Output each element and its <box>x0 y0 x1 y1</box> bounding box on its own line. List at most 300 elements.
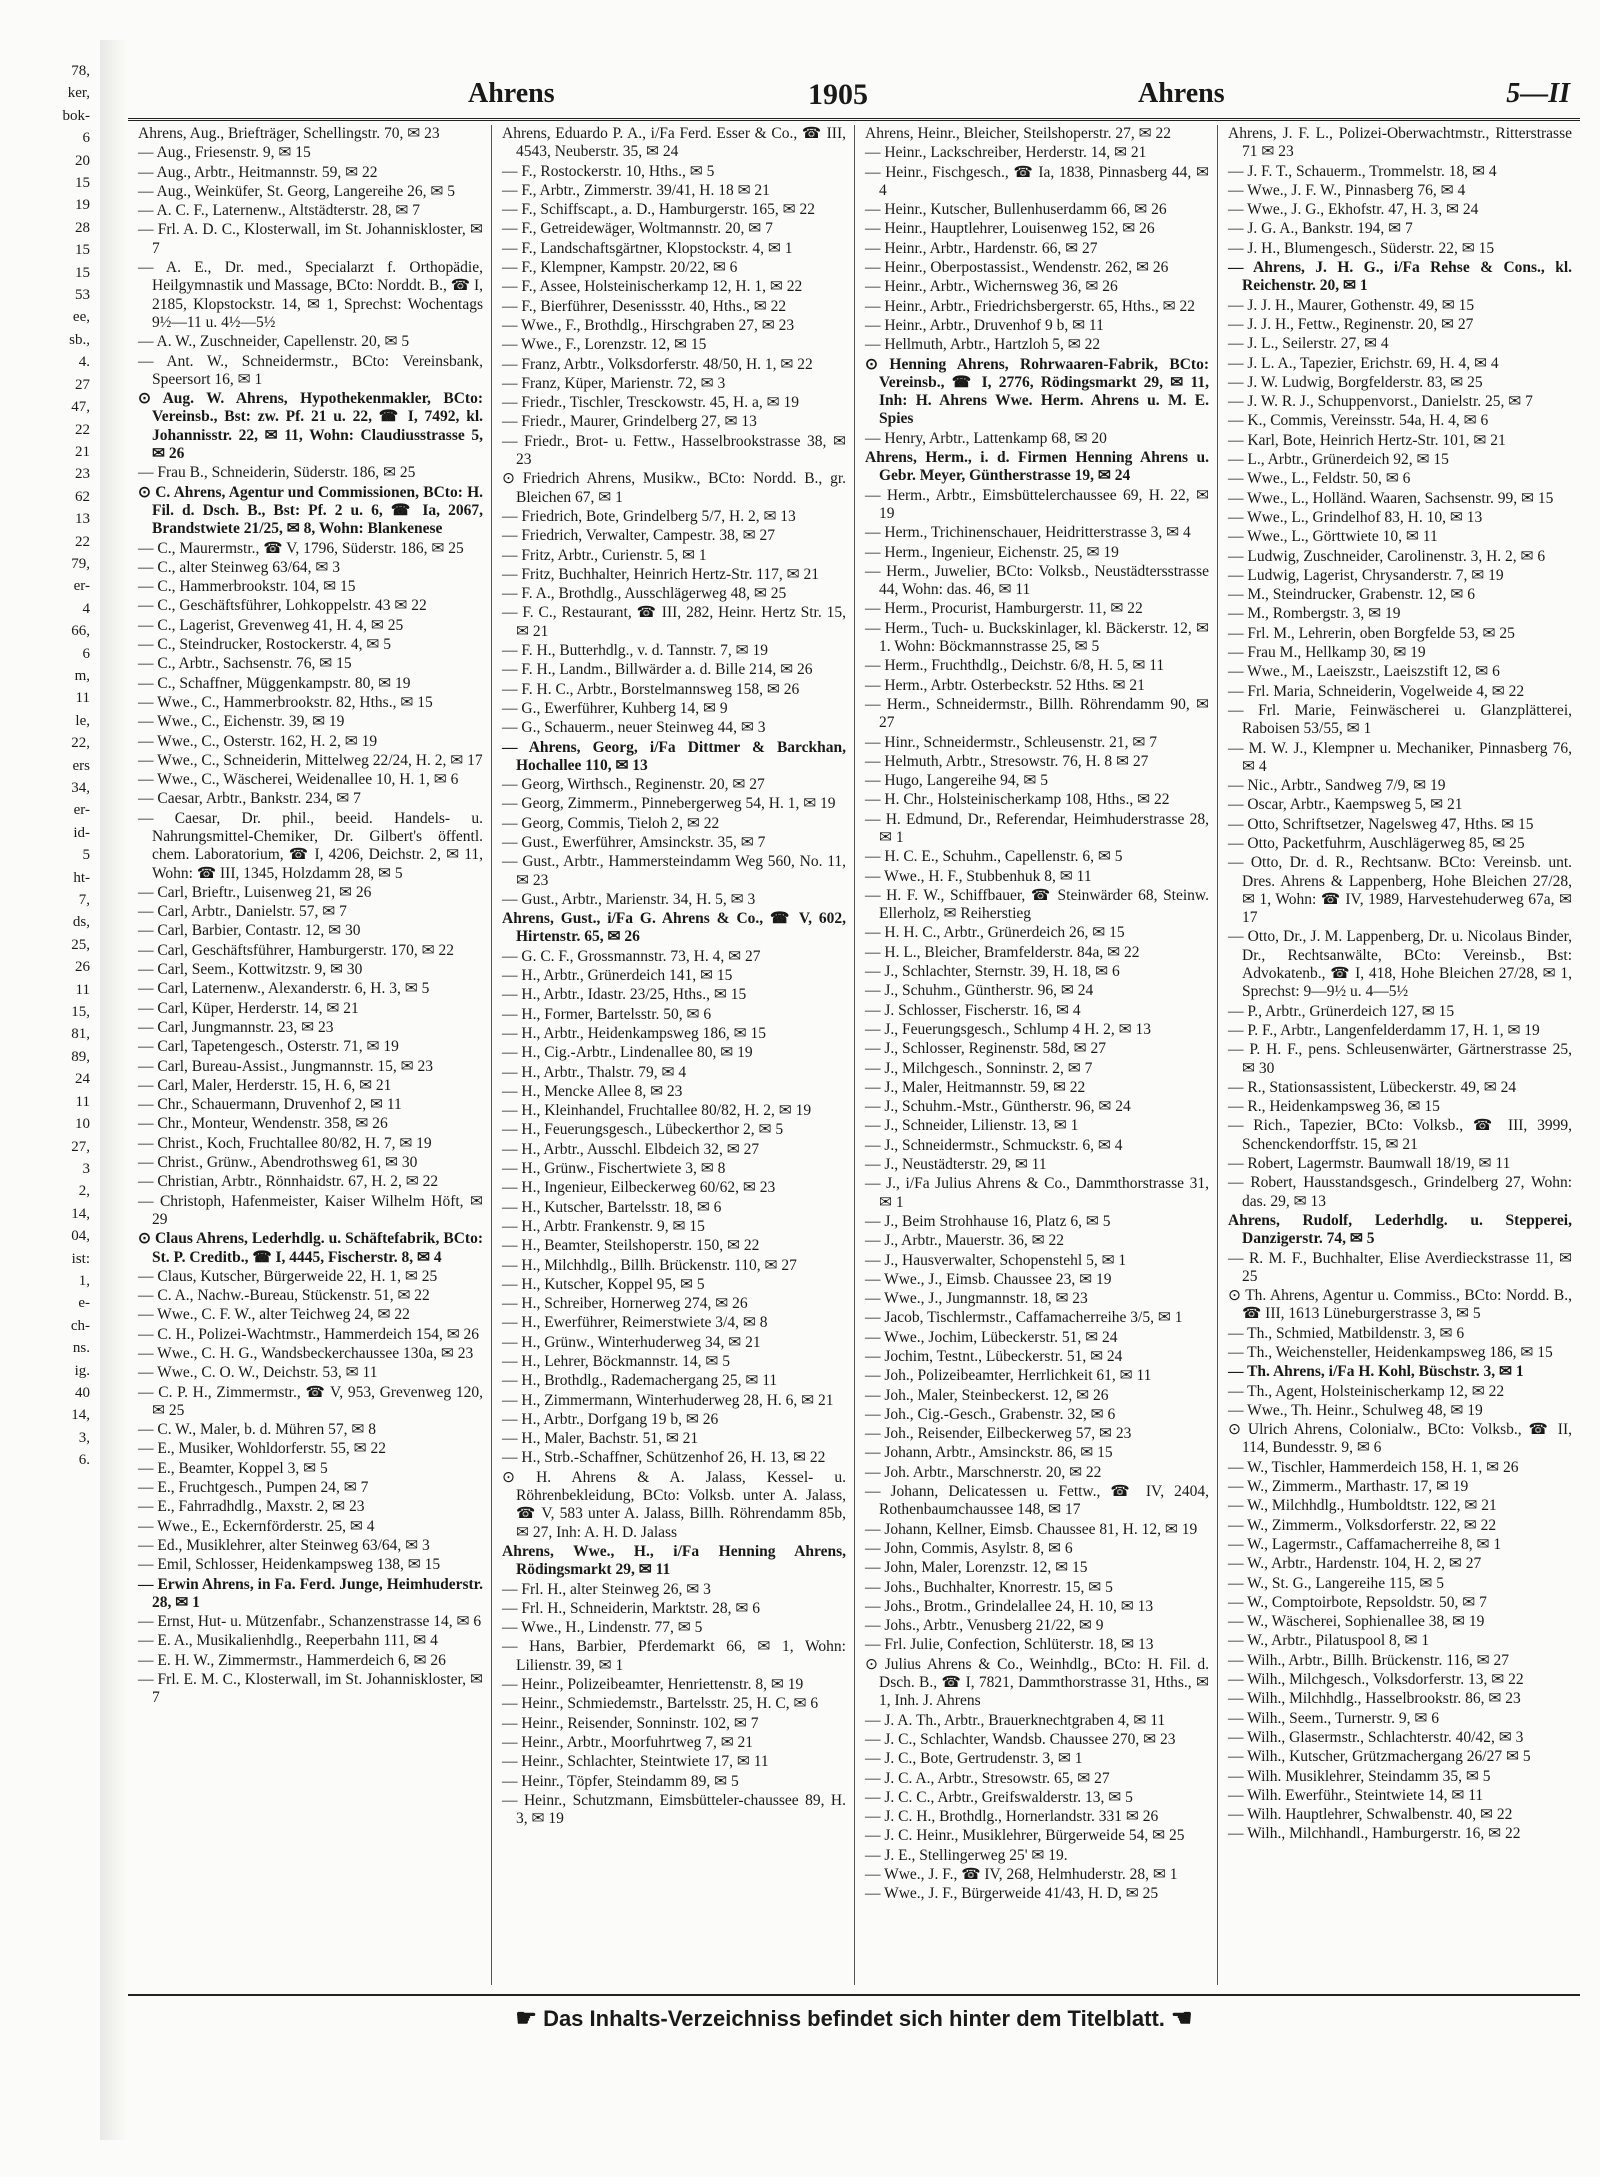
directory-entry: — Frl. E. M. C., Klosterwall, im St. Johanniskloster, ✉ 7 <box>138 1671 483 1707</box>
fragment-line: ht- <box>73 869 90 886</box>
directory-entry: — Herm., Tuch- u. Buckskinlager, kl. Bäckerstr. 12, ✉ 1. Wohn: Böckmannstrasse 25, ✉ 5 <box>865 619 1209 656</box>
directory-entry: — Wwe., L., Grindelhof 83, H. 10, ✉ 13 <box>1228 508 1483 526</box>
directory-entry: — F., Schiffscapt., a. D., Hamburgerstr. 165, ✉ 22 <box>502 201 815 219</box>
directory-entry: — J., Schlachter, Sternstr. 39, H. 18, ✉ 6 <box>865 963 1120 981</box>
directory-entry: — H., Grünw., Fischertwiete 3, ✉ 8 <box>502 1160 726 1178</box>
directory-entry: — Robert, Lagermstr. Baumwall 18/19, ✉ 11 <box>1228 1155 1511 1173</box>
directory-entry: — Wwe., C., Osterstr. 162, H. 2, ✉ 19 <box>138 732 378 750</box>
header-page-number: 5—II <box>1506 78 1570 109</box>
directory-entry: — Hellmuth, Arbtr., Hartzloh 5, ✉ 22 <box>865 336 1101 354</box>
directory-entry: — M., Steindrucker, Grabenstr. 12, ✉ 6 <box>1228 586 1475 604</box>
fragment-line: 34, <box>71 780 90 796</box>
directory-entry: — Wwe., H., Lindenstr. 77, ✉ 5 <box>502 1619 703 1637</box>
directory-entry: — E., Beamter, Koppel 3, ✉ 5 <box>138 1459 328 1477</box>
directory-entry: — Heinr., Oberpostassist., Wendenstr. 262, ✉ 26 <box>865 259 1169 277</box>
fragment-line: ker, <box>67 85 90 102</box>
adjacent-page-fragment <box>0 60 96 2120</box>
directory-entry: — Wwe., F., Lorenzstr. 12, ✉ 15 <box>502 336 707 354</box>
fragment-line: ig. <box>74 1362 90 1379</box>
directory-entry: — Heinr., Polizeibeamter, Henriettenstr. 8, ✉ 19 <box>502 1676 804 1694</box>
directory-entry: — H., Strb.-Schaffner, Schützenhof 26, H. 13, ✉ 22 <box>502 1449 826 1467</box>
directory-entry: — Henry, Arbtr., Lattenkamp 68, ✉ 20 <box>865 429 1107 447</box>
directory-entry: — H., Mencke Allee 8, ✉ 23 <box>502 1082 683 1100</box>
fragment-line: ers <box>72 757 90 774</box>
fragment-line: 81, <box>71 1026 90 1043</box>
directory-entry: — W., Comptoirbote, Repsoldstr. 50, ✉ 7 <box>1228 1593 1487 1611</box>
directory-entry: — Hugo, Langereihe 94, ✉ 5 <box>865 772 1049 790</box>
directory-entry: — H., Maler, Bachstr. 51, ✉ 21 <box>502 1430 699 1448</box>
directory-entry: — Fritz, Arbtr., Curienstr. 5, ✉ 1 <box>502 546 707 564</box>
directory-entry: — J., Schuhm., Güntherstr. 96, ✉ 24 <box>865 982 1094 1000</box>
directory-entry: — J. W. Ludwig, Borgfelderstr. 83, ✉ 25 <box>1228 373 1483 391</box>
directory-entry: — Heinr., Reisender, Sonninstr. 102, ✉ 7 <box>502 1714 759 1732</box>
directory-column-1 <box>128 125 491 1985</box>
directory-entry: — Herm., Ingenieur, Eichenstr. 25, ✉ 19 <box>865 543 1119 561</box>
directory-entry: — Hans, Barbier, Pferdemarkt 66, ✉ 1, Wohn: Lilienstr. 39, ✉ 1 <box>502 1638 846 1674</box>
directory-entry: ⊙ Ulrich Ahrens, Colonialw., BCto: Volksb., ☎ II, 114, Bundesstr. 9, ✉ 6 <box>1228 1421 1572 1457</box>
fragment-line: 27, <box>71 1138 90 1155</box>
fragment-line: 1, <box>78 1272 90 1289</box>
directory-entry: — H. Chr., Holsteinischerkamp 108, Hths., ✉ 22 <box>865 791 1170 809</box>
directory-entry: — A. E., Dr. med., Specialarzt f. Orthopädie, Heilgymnastik und Massage, BCto: Norddt. B., ☎ I, 2185, Klopstockstr. 14, ✉ 1, Sprechst: Wochentags 9½—11 u. 4½—5½ <box>138 259 484 331</box>
directory-entry: — Herm., Arbtr. Osterbeckstr. 52 Hths. ✉ 21 <box>865 676 1145 694</box>
directory-entry: — Gust., Arbtr., Marienstr. 34, H. 5, ✉ 3 <box>502 890 756 908</box>
fragment-line: 11 <box>75 1093 90 1110</box>
directory-entry: — J. C. Heinr., Musiklehrer, Bürgerweide 54, ✉ 25 <box>865 1827 1185 1845</box>
directory-entry: — Friedr., Maurer, Grindelberg 27, ✉ 13 <box>502 413 757 431</box>
directory-entry: — Th., Weichensteller, Heidenkampsweg 186, ✉ 15 <box>1228 1344 1553 1361</box>
directory-entry: — Wwe., J. F. W., Pinnasberg 76, ✉ 4 <box>1228 181 1466 199</box>
directory-entry: — Wilh., Milchhandl., Hamburgerstr. 16, ✉ 22 <box>1228 1825 1521 1843</box>
directory-entry: — Wwe., C., Schneiderin, Mittelweg 22/24, H. 2, ✉ 17 <box>138 751 483 769</box>
directory-entry: — Johann, Delicatessen u. Fettw., ☎ IV, 2404, Rothenbaumchaussee 148, ✉ 17 <box>865 1483 1209 1519</box>
directory-entry: — Caesar, Arbtr., Bankstr. 234, ✉ 7 <box>138 790 361 808</box>
directory-entry: — Johann, Kellner, Eimsb. Chaussee 81, H. 12, ✉ 19 <box>865 1520 1198 1538</box>
directory-entry: — Georg, Commis, Tieloh 2, ✉ 22 <box>502 814 720 832</box>
fragment-line: 04, <box>71 1228 90 1245</box>
directory-entry: — W., St. G., Langereihe 115, ✉ 5 <box>1228 1574 1445 1592</box>
directory-entry: — Georg, Zimmerm., Pinnebergerweg 54, H. 1, ✉ 19 <box>502 795 836 813</box>
directory-entry: — Wwe., J. F., Bürgerweide 41/43, H. D, ✉ 25 <box>865 1885 1159 1903</box>
directory-column-4 <box>1217 125 1580 1985</box>
directory-entry: — P. F., Arbtr., Langenfelderdamm 17, H. 1, ✉ 19 <box>1228 1021 1540 1039</box>
directory-entry: — Wwe., M., Laeiszstr., Laeiszstift 12, ✉ 6 <box>1228 663 1500 681</box>
directory-entry: — Christoph, Hafenmeister, Kaiser Wilhelm Höft, ✉ 29 <box>138 1192 483 1228</box>
directory-entry: Ahrens, J. F. L., Polizei-Oberwachtmstr., Ritterstrasse 71 ✉ 23 <box>1228 125 1572 161</box>
directory-entry: — J. C., Schlachter, Wandsb. Chaussee 270, ✉ 23 <box>865 1730 1176 1748</box>
directory-entry: — J. C. H., Brothdlg., Hornerlandstr. 331 ✉ 26 <box>865 1808 1159 1826</box>
directory-entry: — Rich., Tapezier, BCto: Volksb., ☎ III, 3999, Schenckendorffstr. 15, ✉ 21 <box>1228 1117 1572 1153</box>
directory-entry: — H., Beamter, Steilshoperstr. 150, ✉ 22 <box>502 1237 760 1255</box>
directory-entry: — F., Bierführer, Desenissstr. 40, Hths., ✉ 22 <box>502 297 787 315</box>
fragment-line: 22, <box>71 735 90 752</box>
directory-entry: — Wilh., Seem., Turnerstr. 9, ✉ 6 <box>1228 1709 1440 1727</box>
fragment-line: 6 <box>82 130 90 147</box>
directory-entry: ⊙ H. Ahrens & A. Jalass, Kessel- u. Röhrenbekleidung, BCto: Volksb. unter A. Jalass, ☎ V, 583 unter A. Jalass, Billh. Röhrendamm 85b, ✉ 27, Inh: A. H. D. Jalass <box>502 1468 846 1541</box>
directory-entry: — Wwe., C., Eichenstr. 39, ✉ 19 <box>138 713 345 731</box>
directory-entry: — Wilh. Musiklehrer, Steindamm 35, ✉ 5 <box>1228 1767 1491 1785</box>
directory-entry: — J. H., Blumengesch., Süderstr. 22, ✉ 15 <box>1228 239 1495 257</box>
directory-entry: — M. W. J., Klempner u. Mechaniker, Pinnasberg 76, ✉ 4 <box>1228 739 1572 775</box>
fragment-line: e- <box>78 1295 90 1312</box>
directory-entry: — Carl, Laternenw., Alexanderstr. 6, H. 3, ✉ 5 <box>138 980 430 998</box>
firm-entry: ⊙ Aug. W. Ahrens, Hypothekenmakler, BCto: Vereinsb., Bst: zw. Pf. 21 u. 22, ☎ I, 7492, kl. Johannisstr. 22, ✉ 11, Wohn: Claudiusstrasse 5, ✉ 26 <box>138 390 483 463</box>
directory-entry: — J. G. A., Bankstr. 194, ✉ 7 <box>1228 220 1413 238</box>
directory-entry: — M., Rombergstr. 3, ✉ 19 <box>1228 605 1401 623</box>
directory-entry: — C., Schaffner, Müggenkampstr. 80, ✉ 19 <box>138 674 411 692</box>
directory-entry: — J. Schlosser, Fischerstr. 16, ✉ 4 <box>865 1001 1081 1019</box>
directory-entry: — Gust., Ewerführer, Amsinckstr. 35, ✉ 7 <box>502 833 766 851</box>
directory-entry: — F., Getreidewäger, Woltmannstr. 20, ✉ 7 <box>502 220 773 238</box>
header-year: 1905 <box>808 78 868 111</box>
fragment-line: le, <box>75 712 90 729</box>
firm-entry: — Th. Ahrens, i/Fa H. Kohl, Büschstr. 3, ✉ 1 <box>1228 1363 1524 1381</box>
directory-entry: — Th., Schmied, Matbildenstr. 3, ✉ 6 <box>1228 1324 1465 1342</box>
directory-column-3 <box>854 125 1217 1985</box>
directory-entry: — F., Landschaftsgärtner, Klopstockstr. 4, ✉ 1 <box>502 239 793 257</box>
firm-entry: ⊙ Henning Ahrens, Rohrwaaren-Fabrik, BCto: Vereinsb., ☎ I, 2776, Rödingsmarkt 29, ✉ 11, Inh: H. Ahrens Wwe. Herm. Ahrens u. M. E. Spies <box>865 355 1209 428</box>
directory-entry: — Wwe., H. F., Stubbenhuk 8, ✉ 11 <box>865 867 1092 885</box>
directory-entry: — Aug., Friesenstr. 9, ✉ 15 <box>138 144 311 162</box>
directory-entry: — H., Arbtr., Heidenkampsweg 186, ✉ 15 <box>502 1024 766 1042</box>
directory-entry: — J., Hausverwalter, Schopenstehl 5, ✉ 1 <box>865 1251 1127 1269</box>
directory-entry: ⊙ Friedrich Ahrens, Musikw., BCto: Nordd. B., gr. Bleichen 67, ✉ 1 <box>502 470 846 506</box>
directory-entry: — Ludwig, Zuschneider, Carolinenstr. 3, H. 2, ✉ 6 <box>1228 547 1546 565</box>
pointing-hand-right-icon: ☛ <box>515 2005 537 2032</box>
directory-entry: — C., alter Steinweg 63/64, ✉ 3 <box>138 558 340 576</box>
directory-entry: — Christ., Grünw., Abendrothsweg 61, ✉ 30 <box>138 1154 418 1172</box>
directory-entry: — H., Ingenieur, Eilbeckerweg 60/62, ✉ 23 <box>502 1179 776 1197</box>
directory-entry: — Wilh. Hauptlehrer, Schwalbenstr. 40, ✉ 22 <box>1228 1806 1513 1824</box>
directory-entry: — H., Feuerungsgesch., Lübeckerthor 2, ✉ 5 <box>502 1121 784 1139</box>
directory-entry: — P., Arbtr., Grünerdeich 127, ✉ 15 <box>1228 1002 1455 1020</box>
directory-entry: Ahrens, Eduardo P. A., i/Fa Ferd. Esser & Co., ☎ III, 4543, Neuberstr. 35, ✉ 24 <box>502 125 846 161</box>
directory-entry: Ahrens, Aug., Briefträger, Schellingstr. 70, ✉ 23 <box>138 125 440 142</box>
directory-entry: — Emil, Schlosser, Heidenkampsweg 138, ✉ 15 <box>138 1556 441 1574</box>
directory-entry: — Heinr., Fischgesch., ☎ Ia, 1838, Pinnasberg 44, ✉ 4 <box>865 163 1209 199</box>
directory-entry: — Chr., Schauermann, Druvenhof 2, ✉ 11 <box>138 1096 402 1114</box>
directory-entry: — J., i/Fa Julius Ahrens & Co., Dammthorstrasse 31, ✉ 1 <box>865 1175 1209 1211</box>
directory-entry: — Franz, Küper, Marienstr. 72, ✉ 3 <box>502 374 726 392</box>
directory-entry: — Jacob, Tischlermstr., Caffamacherreihe 3/5, ✉ 1 <box>865 1309 1183 1327</box>
directory-entry: — Heinr., Arbtr., Wichernsweg 36, ✉ 26 <box>865 278 1118 296</box>
directory-entry: — Wilh., Kutscher, Grützmachergang 26/27 ✉ 5 <box>1228 1748 1531 1766</box>
directory-entry: — Herm., Arbtr., Eimsbüttelerchaussee 69, H. 22, ✉ 19 <box>865 486 1209 522</box>
fragment-line: bok- <box>62 107 90 124</box>
directory-entry: — H., Arbtr. Frankenstr. 9, ✉ 15 <box>502 1217 705 1235</box>
directory-entry: — E. H. W., Zimmermstr., Hammerdeich 6, ✉ 26 <box>138 1651 446 1669</box>
directory-entry: — Christ., Koch, Fruchtallee 80/82, H. 7, ✉ 19 <box>138 1134 432 1152</box>
directory-entry: — C., Maurermstr., ☎ V, 1796, Süderstr. 186, ✉ 25 <box>138 539 464 557</box>
directory-columns <box>128 125 1580 1985</box>
directory-entry: — Frl. A. D. C., Klosterwall, im St. Johanniskloster, ✉ 7 <box>138 221 483 257</box>
directory-entry: — J. J. H., Maurer, Gothenstr. 49, ✉ 15 <box>1228 296 1475 314</box>
directory-entry: — Frl. Marie, Feinwäscherei u. Glanzplätterei, Raboisen 53/55, ✉ 1 <box>1228 701 1572 738</box>
directory-entry: — J. C. A., Arbtr., Stresowstr. 65, ✉ 27 <box>865 1769 1110 1787</box>
fragment-line: 5 <box>82 847 90 864</box>
directory-entry: — C. W., Maler, b. d. Mühren 57, ✉ 8 <box>138 1421 376 1439</box>
directory-entry: — John, Maler, Lorenzstr. 12, ✉ 15 <box>865 1559 1088 1577</box>
directory-entry: — Johs., Brotm., Grindelallee 24, H. 10, ✉ 13 <box>865 1597 1154 1615</box>
directory-entry: — G. C. F., Grossmannstr. 73, H. 4, ✉ 27 <box>502 947 761 965</box>
directory-entry: — F., Arbtr., Zimmerstr. 39/41, H. 18 ✉ 21 <box>502 181 770 199</box>
fragment-line: 53 <box>75 287 90 304</box>
directory-entry: — Heinr., Arbtr., Druvenhof 9 b, ✉ 11 <box>865 316 1104 334</box>
fragment-line: 19 <box>75 197 90 214</box>
footer-text: Das Inhalts-Verzeichniss befindet sich hinter dem Titelblatt. <box>543 2006 1165 2031</box>
directory-entry: — J. A. Th., Arbtr., Brauerknechtgraben 4, ✉ 11 <box>865 1711 1166 1729</box>
directory-entry: — F. H., Landm., Billwärder a. d. Bille 214, ✉ 26 <box>502 661 813 679</box>
directory-entry: — Otto, Packetfuhrm, Auschlägerweg 85, ✉ 25 <box>1228 834 1525 852</box>
directory-page <box>128 60 1580 2140</box>
fragment-line: 15 <box>75 175 90 192</box>
directory-entry: — H., Cig.-Arbtr., Lindenallee 80, ✉ 19 <box>502 1044 753 1062</box>
directory-entry: — Oscar, Arbtr., Kaempsweg 5, ✉ 21 <box>1228 796 1463 814</box>
directory-entry: — W., Milchhdlg., Humboldtstr. 122, ✉ 21 <box>1228 1497 1497 1515</box>
directory-entry: — Christian, Arbtr., Rönnhaidstr. 67, H. 2, ✉ 22 <box>138 1173 439 1191</box>
directory-entry: — J., Schuhm.-Mstr., Güntherstr. 96, ✉ 24 <box>865 1098 1131 1116</box>
directory-entry: — H. H. C., Arbtr., Grünerdeich 26, ✉ 15 <box>865 924 1125 942</box>
directory-entry: — Frl. H., Schneiderin, Marktstr. 28, ✉ 6 <box>502 1599 760 1617</box>
directory-entry: — A. C. F., Laternenw., Altstädterstr. 28, ✉ 7 <box>138 202 420 220</box>
directory-entry: — Ernst, Hut- u. Mützenfabr., Schanzenstrasse 14, ✉ 6 <box>138 1613 482 1631</box>
directory-entry: — Karl, Bote, Heinrich Hertz-Str. 101, ✉ 21 <box>1228 431 1506 449</box>
directory-entry: — Frau B., Schneiderin, Süderstr. 186, ✉ 25 <box>138 464 416 482</box>
directory-entry: — C. A., Nachw.-Bureau, Stückenstr. 51, ✉ 22 <box>138 1287 430 1305</box>
directory-entry: — R., Stationsassistent, Lübeckerstr. 49, ✉ 24 <box>1228 1078 1517 1096</box>
fragment-line: 14, <box>71 1407 90 1424</box>
fragment-line: 15 <box>75 264 90 281</box>
directory-entry: — Wwe., C., Hammerbrookstr. 82, Hths., ✉ 15 <box>138 693 433 711</box>
directory-entry: — Wwe., C., Wäscherei, Weidenallee 10, H. 1, ✉ 6 <box>138 771 459 789</box>
directory-entry: — Wwe., L., Görttwiete 10, ✉ 11 <box>1228 528 1438 546</box>
directory-entry: — H. F. W., Schiffbauer, ☎ Steinwärder 68, Steinw. Ellerholz, ✉ Reiherstieg <box>865 886 1209 923</box>
directory-entry: — Friedrich, Bote, Grindelberg 5/7, H. 2, ✉ 13 <box>502 507 796 525</box>
directory-entry: ⊙ Th. Ahrens, Agentur u. Commiss., BCto: Nordd. B., ☎ III, 1613 Lüneburgerstrasse 3, ✉ 5 <box>1228 1287 1572 1323</box>
directory-entry: — Heinr., Schlachter, Steintwiete 17, ✉ 11 <box>502 1753 769 1771</box>
fragment-line: 3 <box>82 1160 90 1177</box>
directory-entry: — Wilh., Arbtr., Billh. Brückenstr. 116, ✉ 27 <box>1228 1651 1510 1669</box>
directory-entry: — Wwe., L., Feldstr. 50, ✉ 6 <box>1228 470 1411 488</box>
directory-entry: — H., Zimmermann, Winterhuderweg 28, H. 6, ✉ 21 <box>502 1391 834 1409</box>
firm-entry: ⊙ C. Ahrens, Agentur und Commissionen, BCto: H. Fil. d. Dsch. B., Bst: Pf. 2 u. 6, ☎ Ia, 2067, Brandstwiete 21/25, ✉ 8, Wohn: Blankenese <box>138 483 483 538</box>
directory-entry: — E., Fruchtgesch., Pumpen 24, ✉ 7 <box>138 1479 369 1497</box>
directory-entry: — Gust., Arbtr., Hammersteindamm Weg 560, No. 11, ✉ 23 <box>502 853 846 889</box>
directory-entry: — J. C. C., Arbtr., Greifswalderstr. 13, ✉ 5 <box>865 1788 1133 1806</box>
fragment-line: 21 <box>75 443 90 460</box>
directory-entry: — Frl. Maria, Schneiderin, Vogelweide 4, ✉ 22 <box>1228 682 1525 700</box>
directory-entry: — Nic., Arbtr., Sandweg 7/9, ✉ 19 <box>1228 777 1446 795</box>
directory-entry: — L., Arbtr., Grünerdeich 92, ✉ 15 <box>1228 451 1449 469</box>
fragment-line: 15, <box>71 1004 90 1021</box>
directory-entry: — C., Geschäftsführer, Lohkoppelstr. 43 ✉ 22 <box>138 597 427 615</box>
directory-entry: — Joh. Arbtr., Marschnerstr. 20, ✉ 22 <box>865 1463 1102 1481</box>
fragment-line: ch- <box>70 1317 90 1334</box>
directory-entry: — Wwe., J. F., ☎ IV, 268, Helmhuderstr. 28, ✉ 1 <box>865 1866 1178 1884</box>
fragment-line: er- <box>73 578 90 595</box>
directory-entry: — Wilh., Milchhdlg., Hasselbrookstr. 86, ✉ 23 <box>1228 1690 1521 1708</box>
directory-entry: — Otto, Dr. d. R., Rechtsanw. BCto: Vereinsb. unt. Dres. Ahrens & Lappenberg, Hohe Bleichen 27/28, ✉ 1, Wohn: ☎ IV, 1989, Harvestehuderweg 67a, ✉ 17 <box>1228 854 1572 927</box>
fragment-line: 66, <box>71 623 90 640</box>
directory-entry: — H., Schreiber, Hornerweg 274, ✉ 26 <box>502 1295 748 1313</box>
directory-entry: — J. E., Stellingerweg 25' ✉ 19. <box>865 1846 1068 1864</box>
pointing-hand-left-icon: ☚ <box>1171 2005 1193 2032</box>
directory-entry: — C., Arbtr., Sachsenstr. 76, ✉ 15 <box>138 655 352 673</box>
directory-entry: — Wilh., Glasermstr., Schlachterstr. 40/42, ✉ 3 <box>1228 1728 1524 1746</box>
directory-entry: — Robert, Hausstandsgesch., Grindelberg 27, Wohn: das. 29, ✉ 13 <box>1228 1174 1572 1210</box>
fragment-line: 11 <box>75 690 90 707</box>
directory-entry: — Herm., Schneidermstr., Billh. Röhrendamm 90, ✉ 27 <box>865 695 1209 732</box>
fragment-line: 22 <box>75 421 90 438</box>
directory-entry: — J. L. A., Tapezier, Erichstr. 69, H. 4, ✉ 4 <box>1228 354 1499 372</box>
footer-notice <box>128 1994 1580 2033</box>
directory-entry: — F. H. C., Arbtr., Borstelmannsweg 158, ✉ 26 <box>502 680 800 698</box>
directory-entry: — Wilh., Milchgesch., Volksdorferstr. 13, ✉ 22 <box>1228 1671 1524 1689</box>
fragment-line: ist: <box>71 1250 90 1267</box>
directory-entry: — Herm., Procurist, Hamburgerstr. 11, ✉ 22 <box>865 600 1143 618</box>
directory-entry: — C., Hammerbrookstr. 104, ✉ 15 <box>138 578 356 596</box>
directory-entry: — C., Steindrucker, Rostockerstr. 4, ✉ 5 <box>138 636 392 654</box>
fragment-line: 23 <box>75 466 90 483</box>
directory-entry: — H., Arbtr., Thalstr. 79, ✉ 4 <box>502 1063 687 1081</box>
fragment-line: 14, <box>71 1205 90 1222</box>
directory-entry: — E., Fahrradhdlg., Maxstr. 2, ✉ 23 <box>138 1498 365 1516</box>
fragment-line: 2, <box>78 1183 90 1200</box>
directory-entry: — Ant. W., Schneidermstr., BCto: Vereinsbank, Speersort 16, ✉ 1 <box>138 352 483 388</box>
directory-entry: — J. W. R. J., Schuppenvorst., Danielstr. 25, ✉ 7 <box>1228 393 1533 411</box>
header-rule <box>128 118 1580 121</box>
directory-entry: — Th., Agent, Holsteinischerkamp 12, ✉ 22 <box>1228 1382 1505 1400</box>
directory-entry: — John, Commis, Asylstr. 8, ✉ 6 <box>865 1539 1073 1557</box>
directory-entry: — E. A., Musikalienhdlg., Reeperbahn 111, ✉ 4 <box>138 1632 438 1650</box>
fragment-line: 26 <box>75 959 90 976</box>
directory-entry: — Herm., Trichinenschauer, Heidritterstrasse 3, ✉ 4 <box>865 524 1191 542</box>
directory-entry: — Johs., Buchhalter, Knorrestr. 15, ✉ 5 <box>865 1578 1113 1596</box>
firm-entry: — Erwin Ahrens, in Fa. Ferd. Junge, Heimhuderstr. 28, ✉ 1 <box>138 1575 483 1611</box>
fragment-line: 47, <box>71 399 90 416</box>
page-gutter <box>100 40 128 2140</box>
directory-entry: — Joh., Maler, Steinbeckerst. 12, ✉ 26 <box>865 1386 1109 1404</box>
directory-entry: — Wwe., C. F. W., alter Teichweg 24, ✉ 22 <box>138 1306 410 1324</box>
directory-entry: — H. Edmund, Dr., Referendar, Heimhuderstrasse 28, ✉ 1 <box>865 810 1209 846</box>
directory-entry: — Wwe., F., Brothdlg., Hirschgraben 27, ✉ 23 <box>502 316 795 334</box>
directory-entry: — R. M. F., Buchhalter, Elise Averdieckstrasse 11, ✉ 25 <box>1228 1249 1572 1285</box>
directory-entry: — Carl, Arbtr., Danielstr. 57, ✉ 7 <box>138 903 347 921</box>
directory-entry: — H., Milchhdlg., Billh. Brückenstr. 110, ✉ 27 <box>502 1256 797 1274</box>
fragment-line: id- <box>73 824 90 841</box>
fragment-line: 4. <box>78 354 90 371</box>
directory-entry: — H., Brothdlg., Rademachergang 25, ✉ 11 <box>502 1372 778 1390</box>
directory-entry: — J., Schlosser, Reginenstr. 58d, ✉ 27 <box>865 1040 1106 1058</box>
fragment-line: m, <box>74 667 90 684</box>
directory-entry: — Frl. M., Lehrerin, oben Borgfelde 53, ✉ 25 <box>1228 624 1515 642</box>
directory-entry: — J. L., Seilerstr. 27, ✉ 4 <box>1228 335 1389 353</box>
fragment-line: 10 <box>75 1116 90 1133</box>
directory-entry: — Johs., Arbtr., Venusberg 21/22, ✉ 9 <box>865 1617 1104 1635</box>
fragment-line: 25, <box>71 936 90 953</box>
directory-entry: — W., Zimmerm., Volksdorferstr. 22, ✉ 22 <box>1228 1516 1497 1534</box>
directory-entry: — H. C. E., Schuhm., Capellenstr. 6, ✉ 5 <box>865 848 1123 866</box>
directory-entry: — Carl, Barbier, Contastr. 12, ✉ 30 <box>138 922 361 940</box>
fragment-line: 13 <box>75 511 90 528</box>
firm-entry: Ahrens, Rudolf, Lederhdlg. u. Stepperei, Danzigerstr. 74, ✉ 5 <box>1228 1211 1572 1248</box>
directory-entry: — Frl. Julie, Confection, Schlüterstr. 18, ✉ 13 <box>865 1636 1154 1654</box>
fragment-line: 11 <box>75 981 90 998</box>
directory-entry: — J., Beim Strohhause 16, Platz 6, ✉ 5 <box>865 1212 1111 1230</box>
directory-entry: — J., Schneidermstr., Schmuckstr. 6, ✉ 4 <box>865 1136 1123 1154</box>
directory-entry: — Heinr., Arbtr., Moorfuhrtweg 7, ✉ 21 <box>502 1733 754 1751</box>
directory-entry: — Ed., Musiklehrer, alter Steinweg 63/64, ✉ 3 <box>138 1536 430 1554</box>
directory-entry: — Joh., Cig.-Gesch., Grabenstr. 32, ✉ 6 <box>865 1405 1116 1423</box>
directory-entry: — J. F. T., Schauerm., Trommelstr. 18, ✉ 4 <box>1228 162 1497 180</box>
directory-entry: ⊙ Julius Ahrens & Co., Weinhdlg., BCto: H. Fil. d. Dsch. B., ☎ I, 7821, Dammthorstrasse 31, Hths., ✉ 1, Inh. J. Ahrens <box>865 1655 1209 1710</box>
directory-entry: — Jochim, Testnt., Lübeckerstr. 51, ✉ 24 <box>865 1348 1123 1365</box>
fragment-line: 7, <box>78 892 90 909</box>
fragment-line: 89, <box>71 1048 90 1065</box>
directory-entry: — H., Arbtr., Grünerdeich 141, ✉ 15 <box>502 967 733 985</box>
fragment-line: 62 <box>75 488 90 505</box>
directory-entry: — Carl, Seem., Kottwitzstr. 9, ✉ 30 <box>138 961 363 979</box>
firm-entry: Ahrens, Wwe., H., i/Fa Henning Ahrens, Rödingsmarkt 29, ✉ 11 <box>502 1542 846 1579</box>
directory-entry: — Wwe., C. O. W., Deichstr. 53, ✉ 11 <box>138 1364 378 1382</box>
directory-entry: — Carl, Geschäftsführer, Hamburgerstr. 170, ✉ 22 <box>138 941 454 959</box>
directory-entry: — P. H. F., pens. Schleusenwärter, Gärtnerstrasse 25, ✉ 30 <box>1228 1041 1572 1077</box>
fragment-line: 20 <box>75 152 90 169</box>
directory-entry: — Heinr., Schmiedemstr., Bartelsstr. 25, H. C, ✉ 6 <box>502 1695 819 1713</box>
directory-entry: — Wwe., J., Eimsb. Chaussee 23, ✉ 19 <box>865 1270 1112 1288</box>
directory-entry: — Heinr., Arbtr., Friedrichsbergerstr. 65, Hths., ✉ 22 <box>865 297 1195 315</box>
directory-entry: — Herm., Fruchthdlg., Deichstr. 6/8, H. 5, ✉ 11 <box>865 657 1165 675</box>
directory-entry: — Fritz, Buchhalter, Heinrich Hertz-Str. 117, ✉ 21 <box>502 565 819 583</box>
directory-entry: — Carl, Brieftr., Luisenweg 21, ✉ 26 <box>138 883 372 901</box>
directory-entry: — H., Kleinhandel, Fruchtallee 80/82, H. 2, ✉ 19 <box>502 1102 812 1120</box>
directory-entry: — Frau M., Hellkamp 30, ✉ 19 <box>1228 644 1426 662</box>
directory-entry: — Wwe., J., Jungmannstr. 18, ✉ 23 <box>865 1290 1088 1308</box>
directory-entry: — Franz, Arbtr., Volksdorferstr. 48/50, H. 1, ✉ 22 <box>502 355 813 373</box>
directory-entry: — Carl, Tapetengesch., Osterstr. 71, ✉ 19 <box>138 1038 399 1056</box>
directory-entry: — J., Maler, Heitmannstr. 59, ✉ 22 <box>865 1078 1086 1096</box>
directory-entry: — J., Schneider, Lilienstr. 13, ✉ 1 <box>865 1117 1079 1135</box>
directory-entry: — Friedr., Brot- u. Fettw., Hasselbrookstrasse 38, ✉ 23 <box>502 432 846 469</box>
fragment-line: 4 <box>82 600 90 617</box>
directory-entry: — H., Arbtr., Dorfgang 19 b, ✉ 26 <box>502 1410 719 1428</box>
directory-entry: — Carl, Maler, Herderstr. 15, H. 6, ✉ 21 <box>138 1076 392 1094</box>
directory-entry: — Heinr., Lackschreiber, Herderstr. 14, ✉ 21 <box>865 144 1147 162</box>
directory-entry: — Heinr., Kutscher, Bullenhuserdamm 66, ✉ 26 <box>865 201 1167 219</box>
fragment-line: sb., <box>69 331 90 348</box>
directory-entry: — Wwe., L., Holländ. Waaren, Sachsenstr. 99, ✉ 15 <box>1228 489 1554 507</box>
directory-entry: — F. A., Brothdlg., Ausschlägerweg 48, ✉ 25 <box>502 585 787 603</box>
directory-entry: — C. H., Polizei-Wachtmstr., Hammerdeich 154, ✉ 26 <box>138 1325 480 1343</box>
directory-entry: — Herm., Juwelier, BCto: Volksb., Neustädtersstrasse 44, Wohn: das. 46, ✉ 11 <box>865 562 1209 599</box>
directory-entry: — W., Zimmerm., Marthastr. 17, ✉ 19 <box>1228 1478 1469 1496</box>
directory-entry: — H., Ewerführer, Reimerstwiete 3/4, ✉ 8 <box>502 1314 768 1332</box>
directory-entry: — J., Neustädterstr. 29, ✉ 11 <box>865 1156 1047 1174</box>
directory-entry: — J. J. H., Fettw., Reginenstr. 20, ✉ 27 <box>1228 315 1474 333</box>
fragment-line: 28 <box>75 219 90 236</box>
header-left-keyword: Ahrens <box>468 78 555 109</box>
directory-entry: — Georg, Wirthsch., Reginenstr. 20, ✉ 27 <box>502 776 765 794</box>
directory-entry: — J., Milchgesch., Sonninstr. 2, ✉ 7 <box>865 1059 1093 1077</box>
directory-entry: — W., Tischler, Hammerdeich 158, H. 1, ✉ 26 <box>1228 1458 1519 1476</box>
directory-entry: Ahrens, Heinr., Bleicher, Steilshoperstr. 27, ✉ 22 <box>865 125 1171 142</box>
directory-entry: — Caesar, Dr. phil., beeid. Handels- u. Nahrungsmittel-Chemiker, Dr. Gilbert's öffentl. chem. Laboratorium, ☎ I, 4206, Deichstr. 2, ✉ 11, Wohn: ☎ III, 1345, Holzdamm 28, ✉ 5 <box>138 809 483 882</box>
directory-entry: — H., Grünw., Winterhuderweg 34, ✉ 21 <box>502 1333 761 1351</box>
directory-entry: — W., Arbtr., Hardenstr. 104, H. 2, ✉ 27 <box>1228 1555 1482 1573</box>
directory-entry: — Ludwig, Lagerist, Chrysanderstr. 7, ✉ 19 <box>1228 566 1504 584</box>
directory-entry: — F. C., Restaurant, ☎ III, 282, Heinr. Hertz Str. 15, ✉ 21 <box>502 604 846 640</box>
directory-entry: — Helmuth, Arbtr., Stresowstr. 76, H. 8 ✉ 27 <box>865 752 1149 770</box>
